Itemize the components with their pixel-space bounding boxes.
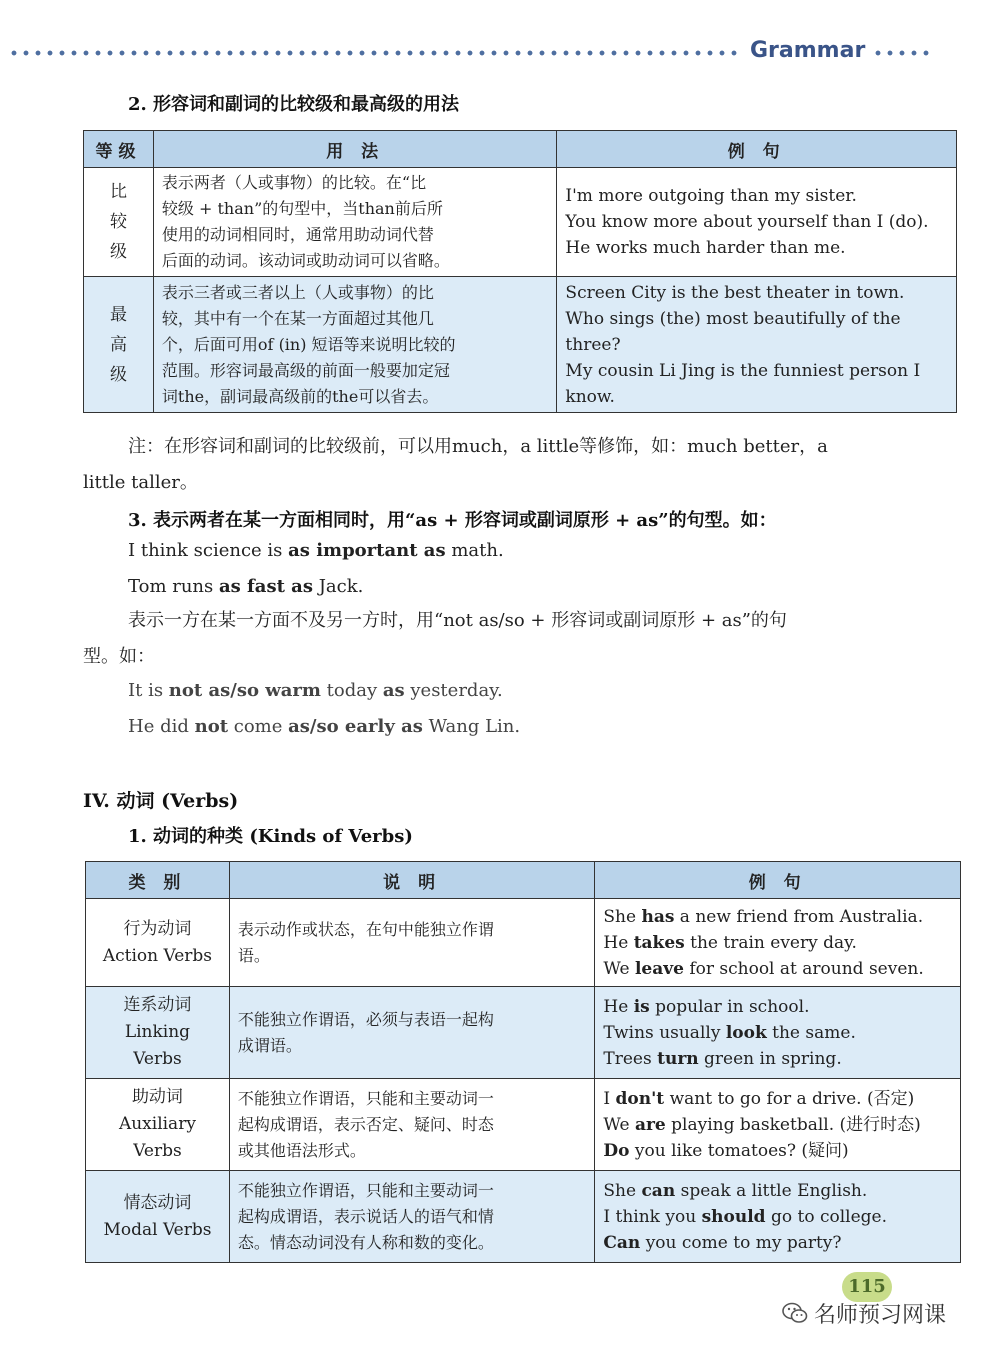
example-sentence: It is not as/so warm today as yesterday.: [128, 680, 503, 701]
grade-char: 级: [109, 242, 127, 262]
grade-char: 比: [109, 182, 127, 202]
usage-line: 词the，副词最高级前的the可以省去。: [161, 386, 439, 406]
comparison-table: [83, 130, 957, 413]
examples-cell: [595, 899, 961, 987]
examples-cell: [557, 168, 957, 277]
description-cell: [229, 987, 595, 1079]
example-line: We are playing basketball. (进行时态): [603, 1114, 921, 1135]
usage-cell: [153, 277, 557, 413]
example-line: Who sings (the) most beautifully of the: [565, 308, 901, 329]
usage-line: 表示两者（人或事物）的比较。在“比: [161, 173, 427, 192]
kind-line: Linking: [124, 1022, 191, 1042]
description-line: 或其他语法形式。: [237, 1140, 366, 1160]
table-row: [84, 277, 957, 413]
kind-line: 助动词: [131, 1087, 183, 1107]
example-line: know.: [565, 386, 615, 407]
table-row: [86, 899, 961, 987]
usage-line: 使用的动词相同时，通常用助动词代替: [161, 225, 434, 244]
grade-char: 高: [109, 334, 127, 355]
kind-cell: [86, 899, 230, 987]
example-line: three?: [565, 334, 621, 355]
example-line: He is popular in school.: [603, 996, 810, 1017]
kind-cell: [86, 987, 230, 1079]
table-header-row: [86, 862, 961, 899]
description-line: 语。: [237, 945, 270, 965]
example-line: I think you should go to college.: [603, 1206, 887, 1227]
grade-char: 最: [109, 304, 127, 325]
page-number: 115: [842, 1272, 892, 1302]
description-line: 表示动作或状态，在句中能独立作谓: [237, 919, 494, 939]
example-line: We leave for school at around seven.: [603, 958, 924, 979]
grade-char: 较: [109, 212, 127, 232]
usage-line: 较，其中有一个在某一方面超过其他几: [161, 308, 434, 328]
example-sentence: I think science is as important as math.: [128, 540, 504, 561]
section-4-title: IV. 动词 (Verbs): [83, 790, 239, 812]
description-line: 不能独立作谓语，必须与表语一起构: [237, 1009, 494, 1029]
kind-cell: [86, 1079, 230, 1171]
header-examples: 例 句: [595, 862, 961, 899]
kind-line: Verbs: [133, 1049, 182, 1069]
header-examples: 例 句: [557, 131, 957, 168]
description-cell: [229, 1079, 595, 1171]
usage-line: 较级 + than”的句型中，当than前后所: [161, 199, 443, 218]
section-4-subtitle: 1. 动词的种类 (Kinds of Verbs): [128, 826, 413, 847]
table-row: [84, 168, 957, 277]
grade-char: 级: [109, 364, 127, 385]
section-3-title: 3. 表示两者在某一方面相同时，用“as + 形容词或副词原形 + as”的句型。如：: [128, 510, 777, 531]
header-dotted-rule: [8, 50, 743, 56]
header-grade: 等级: [84, 131, 154, 168]
example-line: Trees turn green in spring.: [603, 1048, 842, 1069]
kind-line: Auxiliary: [118, 1114, 196, 1134]
example-line: She can speak a little English.: [603, 1180, 868, 1201]
not-as-note-line-1: 表示一方在某一方面不及另一方时，用“not as/so + 形容词或副词原形 + as”的句: [128, 610, 787, 631]
kind-line: 情态动词: [123, 1192, 192, 1213]
table-header-row: [84, 131, 957, 168]
description-line: 不能独立作谓语，只能和主要动词一: [237, 1180, 494, 1200]
example-line: I don't want to go for a drive. (否定): [603, 1088, 915, 1109]
example-line: You know more about yourself than I (do).: [565, 212, 929, 232]
header-kind: 类 别: [86, 862, 230, 899]
example-line: Twins usually look the same.: [603, 1022, 856, 1043]
kind-line: 行为动词: [123, 918, 192, 939]
example-line: She has a new friend from Australia.: [603, 906, 924, 927]
description-cell: [229, 899, 595, 987]
description-line: 起构成谓语，表示否定、疑问、时态: [237, 1114, 494, 1134]
description-cell: [229, 1171, 595, 1263]
kind-line: Verbs: [133, 1141, 182, 1161]
usage-cell: [153, 168, 557, 277]
section-label: Grammar: [750, 38, 866, 63]
section-2-title: 2. 形容词和副词的比较级和最高级的用法: [128, 94, 460, 115]
usage-line: 后面的动词。该动词或助动词可以省略。: [161, 251, 450, 270]
example-line: My cousin Li Jing is the funniest person I: [565, 360, 921, 381]
table-row: [86, 987, 961, 1079]
kind-line: Modal Verbs: [103, 1219, 212, 1240]
usage-line: 表示三者或三者以上（人或事物）的比: [161, 282, 434, 302]
grade-cell: [84, 168, 154, 277]
description-line: 起构成谓语，表示说话人的语气和情: [237, 1206, 494, 1226]
description-line: 态。情态动词没有人称和数的变化。: [237, 1232, 494, 1252]
examples-cell: [557, 277, 957, 413]
verbs-table: [85, 861, 961, 1263]
watermark-text: 名师预习网课: [814, 1303, 947, 1328]
grade-cell: [84, 277, 154, 413]
example-line: Screen City is the best theater in town.: [565, 282, 905, 303]
example-line: Do you like tomatoes? (疑问): [603, 1140, 849, 1161]
example-line: He works much harder than me.: [565, 238, 846, 258]
note-line-1: 注：在形容词和副词的比较级前，可以用much，a little等修饰，如：much better，a: [128, 436, 828, 457]
examples-cell: [595, 1171, 961, 1263]
kind-line: Action Verbs: [102, 945, 213, 966]
example-line: Can you come to my party?: [603, 1232, 842, 1253]
header-dotted-rule-right: [872, 50, 932, 56]
description-line: 成谓语。: [237, 1035, 302, 1055]
examples-cell: [595, 987, 961, 1079]
example-line: He takes the train every day.: [603, 932, 857, 953]
header-description: 说 明: [229, 862, 595, 899]
kind-line: 连系动词: [123, 995, 192, 1015]
not-as-note-line-2: 型。如：: [83, 646, 155, 667]
example-line: I'm more outgoing than my sister.: [565, 186, 857, 206]
header-usage: 用 法: [153, 131, 557, 168]
description-line: 不能独立作谓语，只能和主要动词一: [237, 1088, 494, 1108]
examples-cell: [595, 1079, 961, 1171]
wechat-icon: [782, 1302, 808, 1324]
usage-line: 个，后面可用of (in) 短语等来说明比较的: [161, 334, 456, 354]
table-row: [86, 1079, 961, 1171]
example-sentence: He did not come as/so early as Wang Lin.: [128, 716, 521, 737]
note-line-2: little taller。: [83, 472, 198, 493]
kind-cell: [86, 1171, 230, 1263]
usage-line: 范围。形容词最高级的前面一般要加定冠: [161, 360, 450, 380]
table-row: [86, 1171, 961, 1263]
example-sentence: Tom runs as fast as Jack.: [128, 576, 364, 597]
